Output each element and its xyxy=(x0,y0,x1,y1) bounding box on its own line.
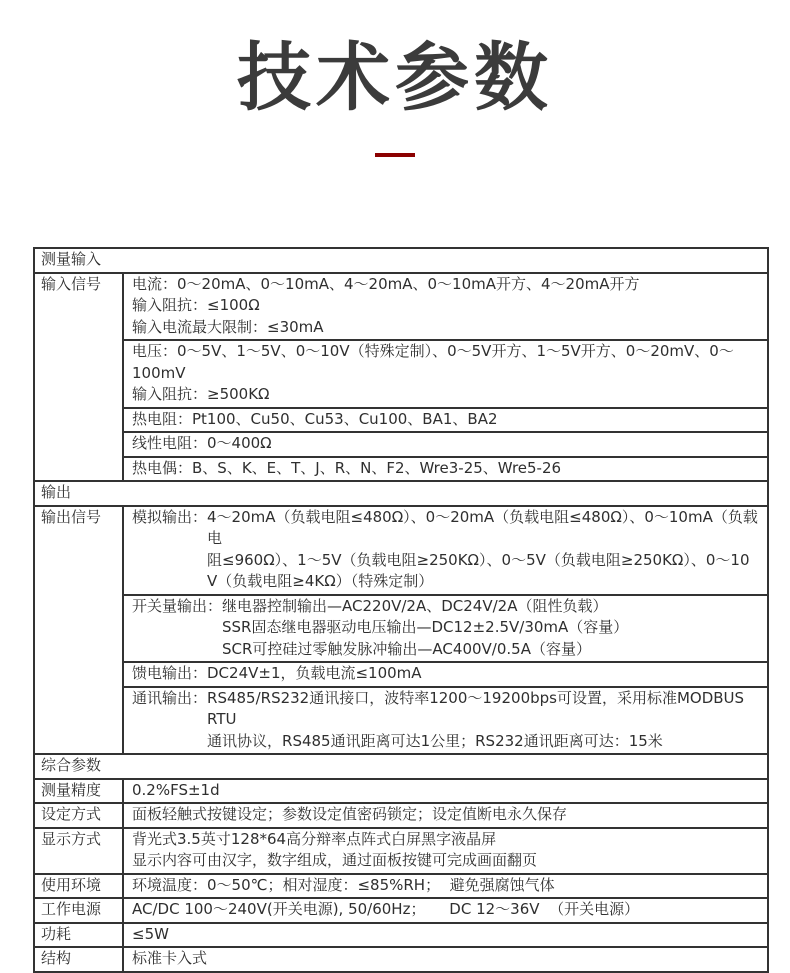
spec-text-line: 馈电输出：DC24V±1，负载电流≤100mA xyxy=(132,664,422,682)
hanging-block xyxy=(124,688,767,753)
spec-text-line: 继电器控制输出—AC220V/2A、DC24V/2A（阻性负载） xyxy=(222,596,608,615)
spec-text-line: 0.2%FS±1d xyxy=(132,780,220,799)
section-header-label: 综合参数 xyxy=(41,756,102,774)
row-content xyxy=(122,899,767,922)
accent-dash xyxy=(375,153,415,157)
hanging-lines xyxy=(222,596,767,661)
row-content xyxy=(122,829,767,873)
row-content xyxy=(122,948,767,971)
spec-text-line: 4～20mA（负载电阻≤480Ω）、0～20mA（负载电阻≤480Ω）、0～10mA（负载电 xyxy=(207,507,758,547)
row-label: 显示方式 xyxy=(41,829,102,848)
page-title: 技术参数 xyxy=(237,35,553,121)
spec-text-line: 环境温度：0～50℃；相对湿度：≤85%RH； 避免强腐蚀气体 xyxy=(132,875,555,894)
spec-text-line: 输入电流最大限制：≤30mA xyxy=(132,317,324,336)
spec-text-line: RS485/RS232通讯接口，波特率1200～19200bps可设置，采用标准MODBUS RTU xyxy=(207,688,749,728)
row-content xyxy=(122,804,767,827)
sub-row xyxy=(124,686,767,754)
section-header-label: 输出 xyxy=(41,483,72,501)
row-label: 工作电源 xyxy=(41,900,102,918)
sub-row xyxy=(124,829,767,873)
row-label: 输出信号 xyxy=(41,507,102,526)
row-content xyxy=(122,507,767,754)
hanging-block xyxy=(124,596,767,661)
sub-row xyxy=(124,948,767,971)
row-content xyxy=(122,780,767,803)
spec-text-line: 线性电阻：0～400Ω xyxy=(132,434,272,452)
sub-row xyxy=(124,661,767,686)
spec-table xyxy=(33,247,769,973)
table-row xyxy=(35,922,767,947)
spec-text-line: AC/DC 100～240V(开关电源), 50/60Hz； DC 12～36V （开关电源） xyxy=(132,900,640,918)
row-label: 使用环境 xyxy=(41,875,102,894)
spec-text-line: 输入阻抗：≤100Ω xyxy=(132,296,260,314)
row-label: 输入信号 xyxy=(41,274,102,293)
row-label: 结构 xyxy=(41,949,72,967)
page xyxy=(0,35,790,967)
spec-text-line: 通讯协议，RS485通讯距离可达1公里；RS232通讯距离可达：15米 xyxy=(207,731,663,750)
row-label: 功耗 xyxy=(41,924,72,943)
sub-row xyxy=(124,780,767,803)
spec-text-line: 面板轻触式按键设定；参数设定值密码锁定；设定值断电永久保存 xyxy=(132,805,568,823)
spec-text-line: 热电阻：Pt100、Cu50、Cu53、Cu100、BA1、BA2 xyxy=(132,409,498,428)
spec-text-line: SCR可控硅过零触发脉冲输出—AC400V/0.5A（容量） xyxy=(222,639,591,658)
sub-row xyxy=(124,594,767,662)
sub-row xyxy=(124,875,767,898)
hanging-label: 模拟输出： xyxy=(132,507,208,526)
table-row xyxy=(35,778,767,803)
sub-row xyxy=(124,804,767,827)
sub-row xyxy=(124,456,767,481)
section-header-label: 测量输入 xyxy=(41,250,102,268)
spec-text-line: 电流：0～20mA、0～10mA、4～20mA、0～10mA开方、4～20mA开方 xyxy=(132,274,640,293)
spec-text-line: V（负载电阻≥4KΩ）（特殊定制） xyxy=(207,572,434,590)
sub-row xyxy=(124,431,767,456)
spec-text-line: 背光式3.5英寸128*64高分辩率点阵式白屏黑字液晶屏 xyxy=(132,829,497,848)
hanging-block xyxy=(124,507,767,593)
table-row xyxy=(35,827,767,873)
sub-row xyxy=(124,507,767,594)
row-label: 测量精度 xyxy=(41,780,102,799)
sub-row xyxy=(124,274,767,340)
spec-text-line: 电压：0～5V、1～5V、0～10V（特殊定制）、0～5V开方、1～5V开方、0～20mV、0～100mV xyxy=(132,342,734,382)
row-content xyxy=(122,274,767,481)
table-row xyxy=(35,753,767,778)
table-row xyxy=(35,873,767,898)
hanging-lines xyxy=(207,688,767,753)
row-content xyxy=(122,875,767,898)
spec-text-line: 显示内容可由汉字，数字组成，通过面板按键可完成画面翻页 xyxy=(132,851,538,869)
sub-row xyxy=(124,924,767,947)
sub-row xyxy=(124,407,767,432)
spec-text-line: SSR固态继电器驱动电压输出—DC12±2.5V/30mA（容量） xyxy=(222,618,629,636)
hanging-lines xyxy=(207,507,767,593)
table-row xyxy=(35,946,767,971)
sub-row xyxy=(124,899,767,922)
table-row xyxy=(35,897,767,922)
table-row xyxy=(35,272,767,481)
sub-row xyxy=(124,339,767,407)
table-row xyxy=(35,802,767,827)
table-row xyxy=(35,480,767,505)
table-row xyxy=(35,249,767,272)
spec-text-line: 输入阻抗：≥500KΩ xyxy=(132,385,270,403)
table-row xyxy=(35,505,767,754)
spec-text-line: ≤5W xyxy=(132,924,169,943)
hanging-label: 通讯输出： xyxy=(132,688,208,707)
row-label: 设定方式 xyxy=(41,805,102,823)
spec-text-line: 阻≤960Ω）、1～5V（负载电阻≥250KΩ）、0～5V（负载电阻≥250KΩ）、0～10 xyxy=(207,550,750,569)
row-content xyxy=(122,924,767,947)
hanging-label: 开关量输出： xyxy=(132,596,223,615)
spec-text-line: 标准卡入式 xyxy=(132,949,208,967)
spec-text-line: 热电偶：B、S、K、E、T、J、R、N、F2、Wre3-25、Wre5-26 xyxy=(132,458,562,477)
